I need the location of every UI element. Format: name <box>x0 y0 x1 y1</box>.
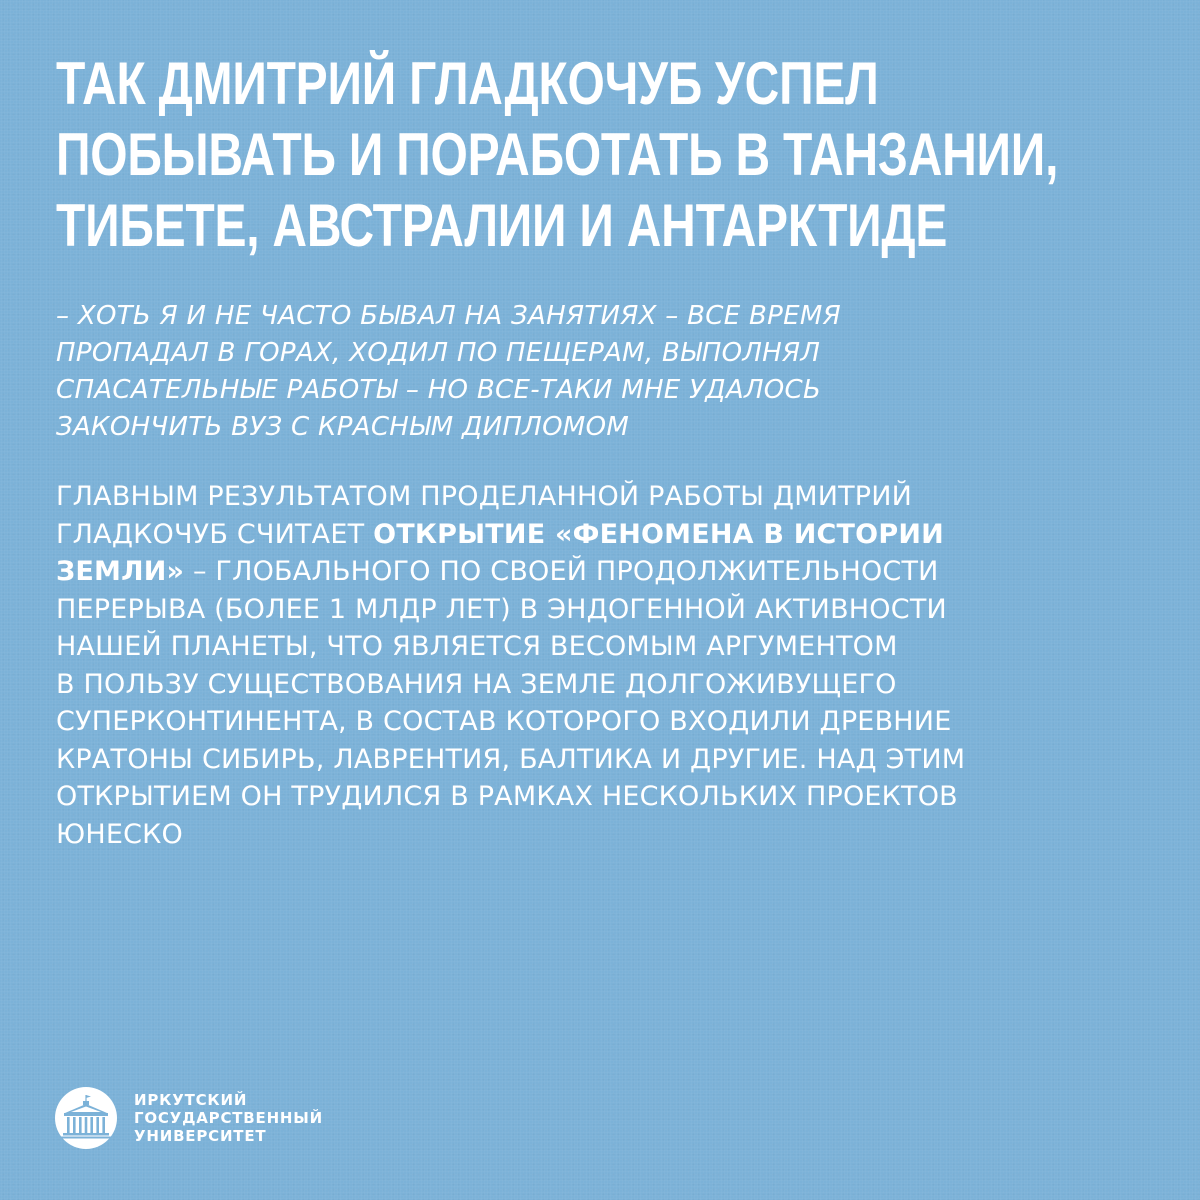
body-line: СУПЕРКОНТИНЕНТА, В СОСТАВ КОТОРОГО ВХОДИЛИ ДРЕВНИЕ <box>56 706 952 737</box>
body-text-regular: – ГЛОБАЛЬНОГО ПО СВОЕЙ ПРОДОЛЖИТЕЛЬНОСТИ <box>184 556 939 587</box>
body-line: В ПОЛЬЗУ СУЩЕСТВОВАНИЯ НА ЗЕМЛЕ ДОЛГОЖИВУЩЕГО <box>56 668 897 700</box>
body-line <box>56 516 965 554</box>
body-line: ГЛАВНЫМ РЕЗУЛЬТАТОМ ПРОДЕЛАННОЙ РАБОТЫ ДМИТРИЙ <box>56 481 913 512</box>
quote-line: ПРОПАДАЛ В ГОРАХ, ХОДИЛ ПО ПЕЩЕРАМ, ВЫПОЛНЯЛ <box>56 338 821 368</box>
headline-line: ПОБЫВАТЬ И ПОРАБОТАТЬ В ТАНЗАНИИ, <box>56 121 1059 188</box>
university-name-line: ГОСУДАРСТВЕННЫЙ <box>134 1109 323 1127</box>
quote-line: – ХОТЬ Я И НЕ ЧАСТО БЫВАЛ НА ЗАНЯТИЯХ – ВСЕ ВРЕМЯ <box>56 301 841 331</box>
body-line: НАШЕЙ ПЛАНЕТЫ, ЧТО ЯВЛЯЕТСЯ ВЕСОМЫМ АРГУМЕНТОМ <box>56 631 898 662</box>
university-name-line: ИРКУТСКИЙ <box>134 1091 248 1109</box>
body-line: КРАТОНЫ СИБИРЬ, ЛАВРЕНТИЯ, БАЛТИКА И ДРУГИЕ. НАД ЭТИМ <box>56 743 966 775</box>
university-name-line: УНИВЕРСИТЕТ <box>134 1127 267 1145</box>
headline-line: ТАК ДМИТРИЙ ГЛАДКОЧУБ УСПЕЛ <box>56 50 879 117</box>
body-line: ПЕРЕРЫВА (БОЛЕЕ 1 МЛДР ЛЕТ) В ЭНДОГЕННОЙ АКТИВНОСТИ <box>56 593 947 625</box>
body-text-bold: ОТКРЫТИЕ «ФЕНОМЕНА В ИСТОРИИ <box>373 518 944 550</box>
quote <box>56 298 841 446</box>
university-footer <box>54 1086 323 1150</box>
body-text-bold: ЗЕМЛИ» <box>56 556 185 587</box>
university-building-icon <box>54 1086 118 1150</box>
headline-line: ТИБЕТЕ, АВСТРАЛИИ И АНТАРКТИДЕ <box>56 192 948 259</box>
body-line: ЮНЕСКО <box>56 818 183 850</box>
slide-content <box>56 48 1156 850</box>
body-line <box>56 553 965 591</box>
headline <box>56 48 1059 261</box>
body-text-regular: ГЛАДКОЧУБ СЧИТАЕТ <box>56 518 374 550</box>
body-paragraph <box>56 478 965 853</box>
body-line: ОТКРЫТИЕМ ОН ТРУДИЛСЯ В РАМКАХ НЕСКОЛЬКИХ ПРОЕКТОВ <box>56 781 958 812</box>
university-name <box>134 1091 323 1145</box>
quote-line: ЗАКОНЧИТЬ ВУЗ С КРАСНЫМ ДИПЛОМОМ <box>56 412 630 442</box>
quote-line: СПАСАТЕЛЬНЫЕ РАБОТЫ – НО ВСЕ-ТАКИ МНЕ УДАЛОСЬ <box>56 375 822 405</box>
